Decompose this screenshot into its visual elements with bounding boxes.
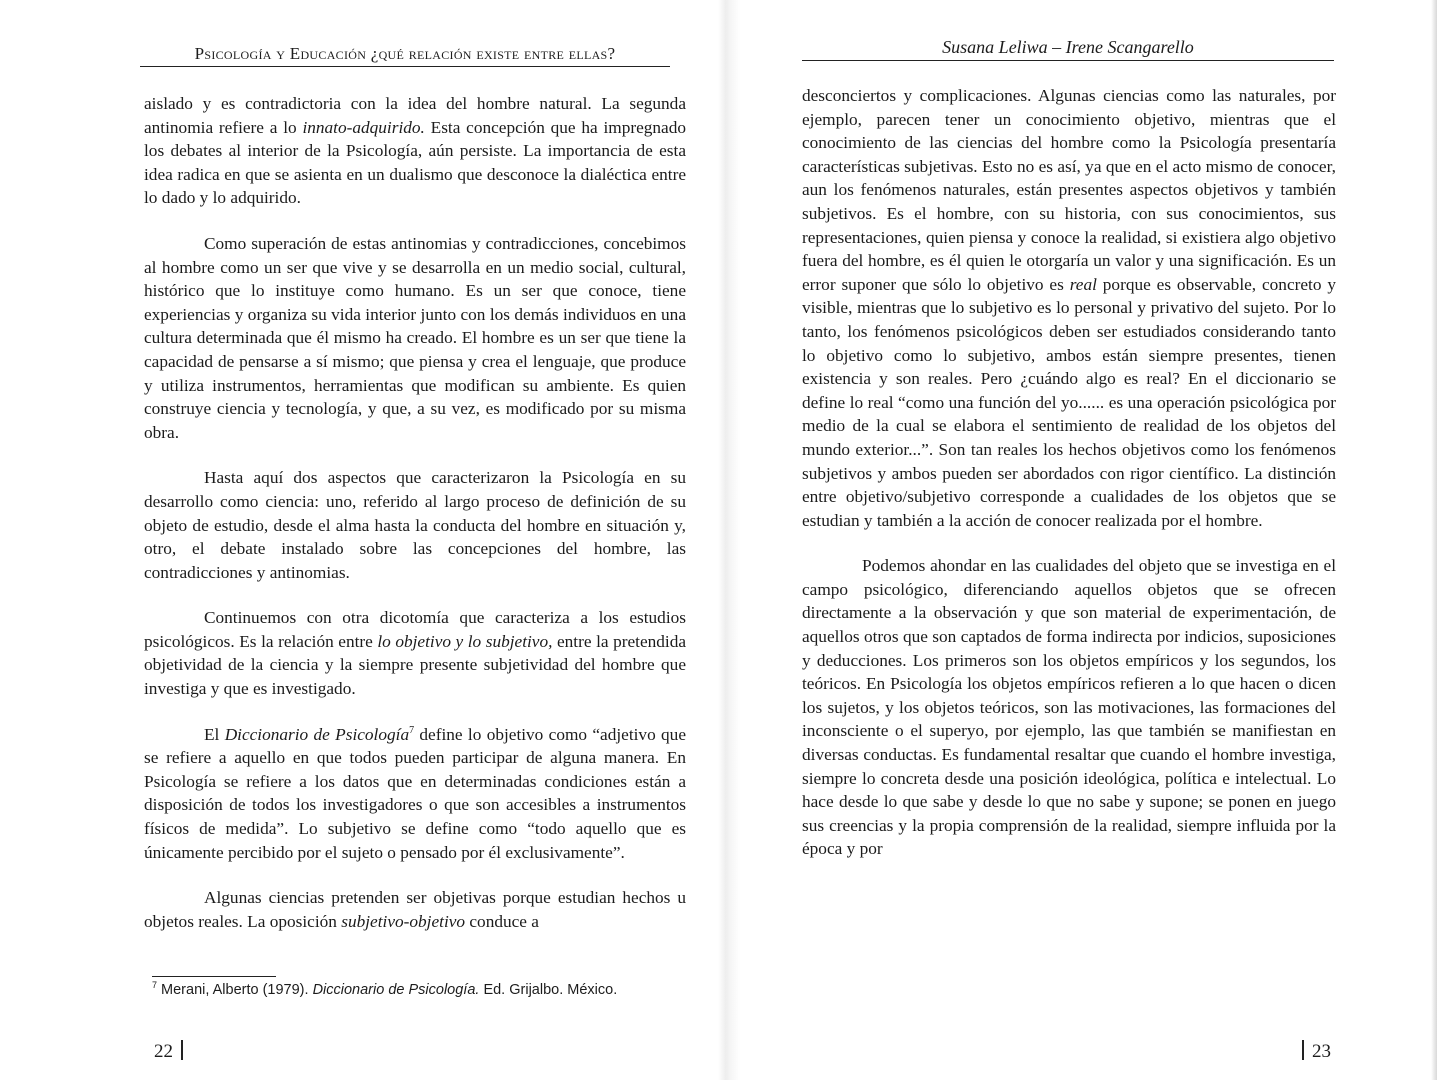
running-header-left (140, 44, 670, 67)
paragraph-left-1 (144, 92, 686, 210)
running-header-left-text: Psicología y Educación ¿qué relación existe entre ellas? (194, 44, 616, 63)
text-run: porque es observable, concreto y visible, mientras que lo subjetivo es lo personal y privativo del sujeto. Por lo tanto, los fenómenos psicológicos deben ser estudiados considerando tanto lo objetivo como lo subjetivo, ambos están siempre presentes, tienen existencia y son reales. Pero ¿cuándo algo es real? En el diccionario se define lo real “como una función del yo...... es una operación psicológica por medio de la cual se elabora el sentimiento de realidad de los objetos del mundo exterior...”. Son tan reales los hechos objetivos como los fenómenos subjetivos y ambos pueden ser abordados con rigor científico. La distinción entre objetivo/subjetivo corresponde a cualidades de los objetos que se estudian y también a la acción de conocer realizada por el hombre. (802, 274, 1337, 530)
footnote-marker: 7 (152, 980, 158, 990)
page-edge-shadow (1431, 0, 1437, 1080)
page-number-bar-left (181, 1040, 183, 1060)
page-number-left-text: 22 (154, 1041, 173, 1062)
running-header-right (802, 37, 1334, 61)
italic-run: innato-adquirido. (302, 117, 425, 137)
text-run: Hasta aquí dos aspectos que caracterizaron la Psicología en su desarrollo como ciencia: uno, referido al largo proceso de definición de su objeto de estudio, desde el alma hasta la conducta del hombre en situación y, otro, el debate instalado sobre las concepciones del hombre, las contradicciones y antinomias. (144, 468, 686, 582)
paragraph-left-5 (144, 723, 686, 865)
text-run: conduce a (465, 911, 539, 931)
body-text-right (802, 84, 1336, 861)
text-run: entre la pretendida objetividad de la ciencia y la siempre presente subjetividad del hombre que investiga y que es investigado. (144, 631, 687, 699)
body-text-left (144, 92, 686, 933)
text-run: Esta concepción que ha impregnado los debates al interior de la Psicología, aún persiste. La importancia de esta idea radica en que se asienta en un dualismo que desconoce la dialéctica entre lo dado y lo adquirido. (144, 117, 687, 208)
footnote-reference: 7 (409, 724, 415, 736)
footnote-rule (152, 976, 276, 977)
italic-run: Diccionario de Psicología (224, 724, 410, 744)
footnote (152, 980, 692, 998)
footnote-text-italic: Diccionario de Psicología. (312, 981, 480, 998)
page-number-bar-right (1302, 1040, 1304, 1060)
page-number-right-text: 23 (1312, 1041, 1331, 1062)
running-header-right-text: Susana Leliwa – Irene Scangarello (942, 37, 1194, 57)
paragraph-right-1 (802, 84, 1336, 532)
text-run: aislado y es contradictoria con la idea del hombre natural. La segunda antinomia refiere a lo (144, 94, 686, 137)
text-run: desconciertos y complicaciones. Algunas ciencias como las naturales, por ejemplo, parecen tener un conocimiento objetivo, mientras que el conocimiento de las ciencias del hombre como la Psicología presentaría características subjetivas. Esto no es así, ya que en el acto mismo de conocer, aun los fenómenos naturales, están presentes aspectos objetivos y también subjetivos. Es el hombre, con su historia, con sus conocimientos, sus representaciones, quien piensa y conoce la realidad, si existiera algo objetivo fuera del hombre, es él quien le otorgaría un valor y una significación. Es un error suponer que sólo lo objetivo es (802, 86, 1336, 294)
footnote-text-post: Ed. Grijalbo. México. (479, 981, 618, 998)
paragraph-left-3 (144, 466, 686, 584)
paragraph-right-2 (802, 554, 1336, 861)
italic-run: subjetivo-objetivo (341, 911, 466, 931)
page-number-right (1302, 1040, 1331, 1063)
text-run: Como superación de estas antinomias y contradicciones, concebimos al hombre como un ser que vive y se desarrolla en un medio social, cultural, histórico que lo instituye como humano. Es un ser que conoce, tiene experiencias y organiza su vida interior junto con los demás individuos en una cultura determinada que él mismo ha creado. El hombre es un ser que tiene la capacidad de pensarse a sí mismo; que piensa y crea el lenguaje, que produce y utiliza instrumentos, herramientas que modifican su ambiente. Es quien construye ciencia y tecnología, y que, a su vez, es modificado por su misma obra. (144, 233, 686, 442)
right-page (722, 0, 1437, 1080)
footnote-text-pre: Merani, Alberto (1979). (157, 981, 313, 998)
paragraph-left-6 (144, 886, 686, 933)
text-run: Continuemos con otra dicotomía que caracteriza a los estudios psicológicos. Es la relación entre (144, 608, 686, 651)
text-run: El (204, 724, 225, 744)
paragraph-left-4 (144, 606, 686, 700)
page-number-left (154, 1040, 183, 1063)
italic-run: lo objetivo y lo subjetivo, (377, 631, 553, 651)
paragraph-left-2 (144, 232, 686, 444)
italic-run: real (1069, 274, 1097, 294)
text-run: define lo objetivo como “adjetivo que se refiere a aquello en que todos pueden participar de alguna manera. En Psicología se refiere a los datos que en determinadas condiciones están a disposición de todos los investigadores o que son accesibles a instrumentos físicos de medida”. Lo subjetivo se define como “todo aquello que es únicamente percibido por el sujeto o pensado por él exclusivamente”. (144, 724, 686, 862)
text-run: Algunas ciencias pretenden ser objetivas porque estudian hechos u objetos reales. La oposición (144, 888, 686, 931)
text-run: Podemos ahondar en las cualidades del objeto que se investiga en el campo psicológico, diferenciando aquellos objetos que se ofrecen directamente a la observación y que son material de experimentación, de aquellos otros que son captados de forma indirecta por indicios, suposiciones y deducciones. Los primeros son los objetos empíricos y los segundos, los teóricos. En Psicología los objetos empíricos refieren a lo que hacen o dicen los sujetos, y los objetos teóricos, son las motivaciones, las formaciones del inconsciente o el superyo, por ejemplo, las que también se manifiestan en diversas conductas. Es fundamental resaltar que cuando el hombre investiga, siempre lo concreta desde una posición ideológica, política e intelectual. Lo hace desde lo que sabe y desde lo que no sabe y supone; se ponen en juego sus creencias y la propia comprensión de la realidad, siempre influida por la época y por (802, 556, 1336, 859)
